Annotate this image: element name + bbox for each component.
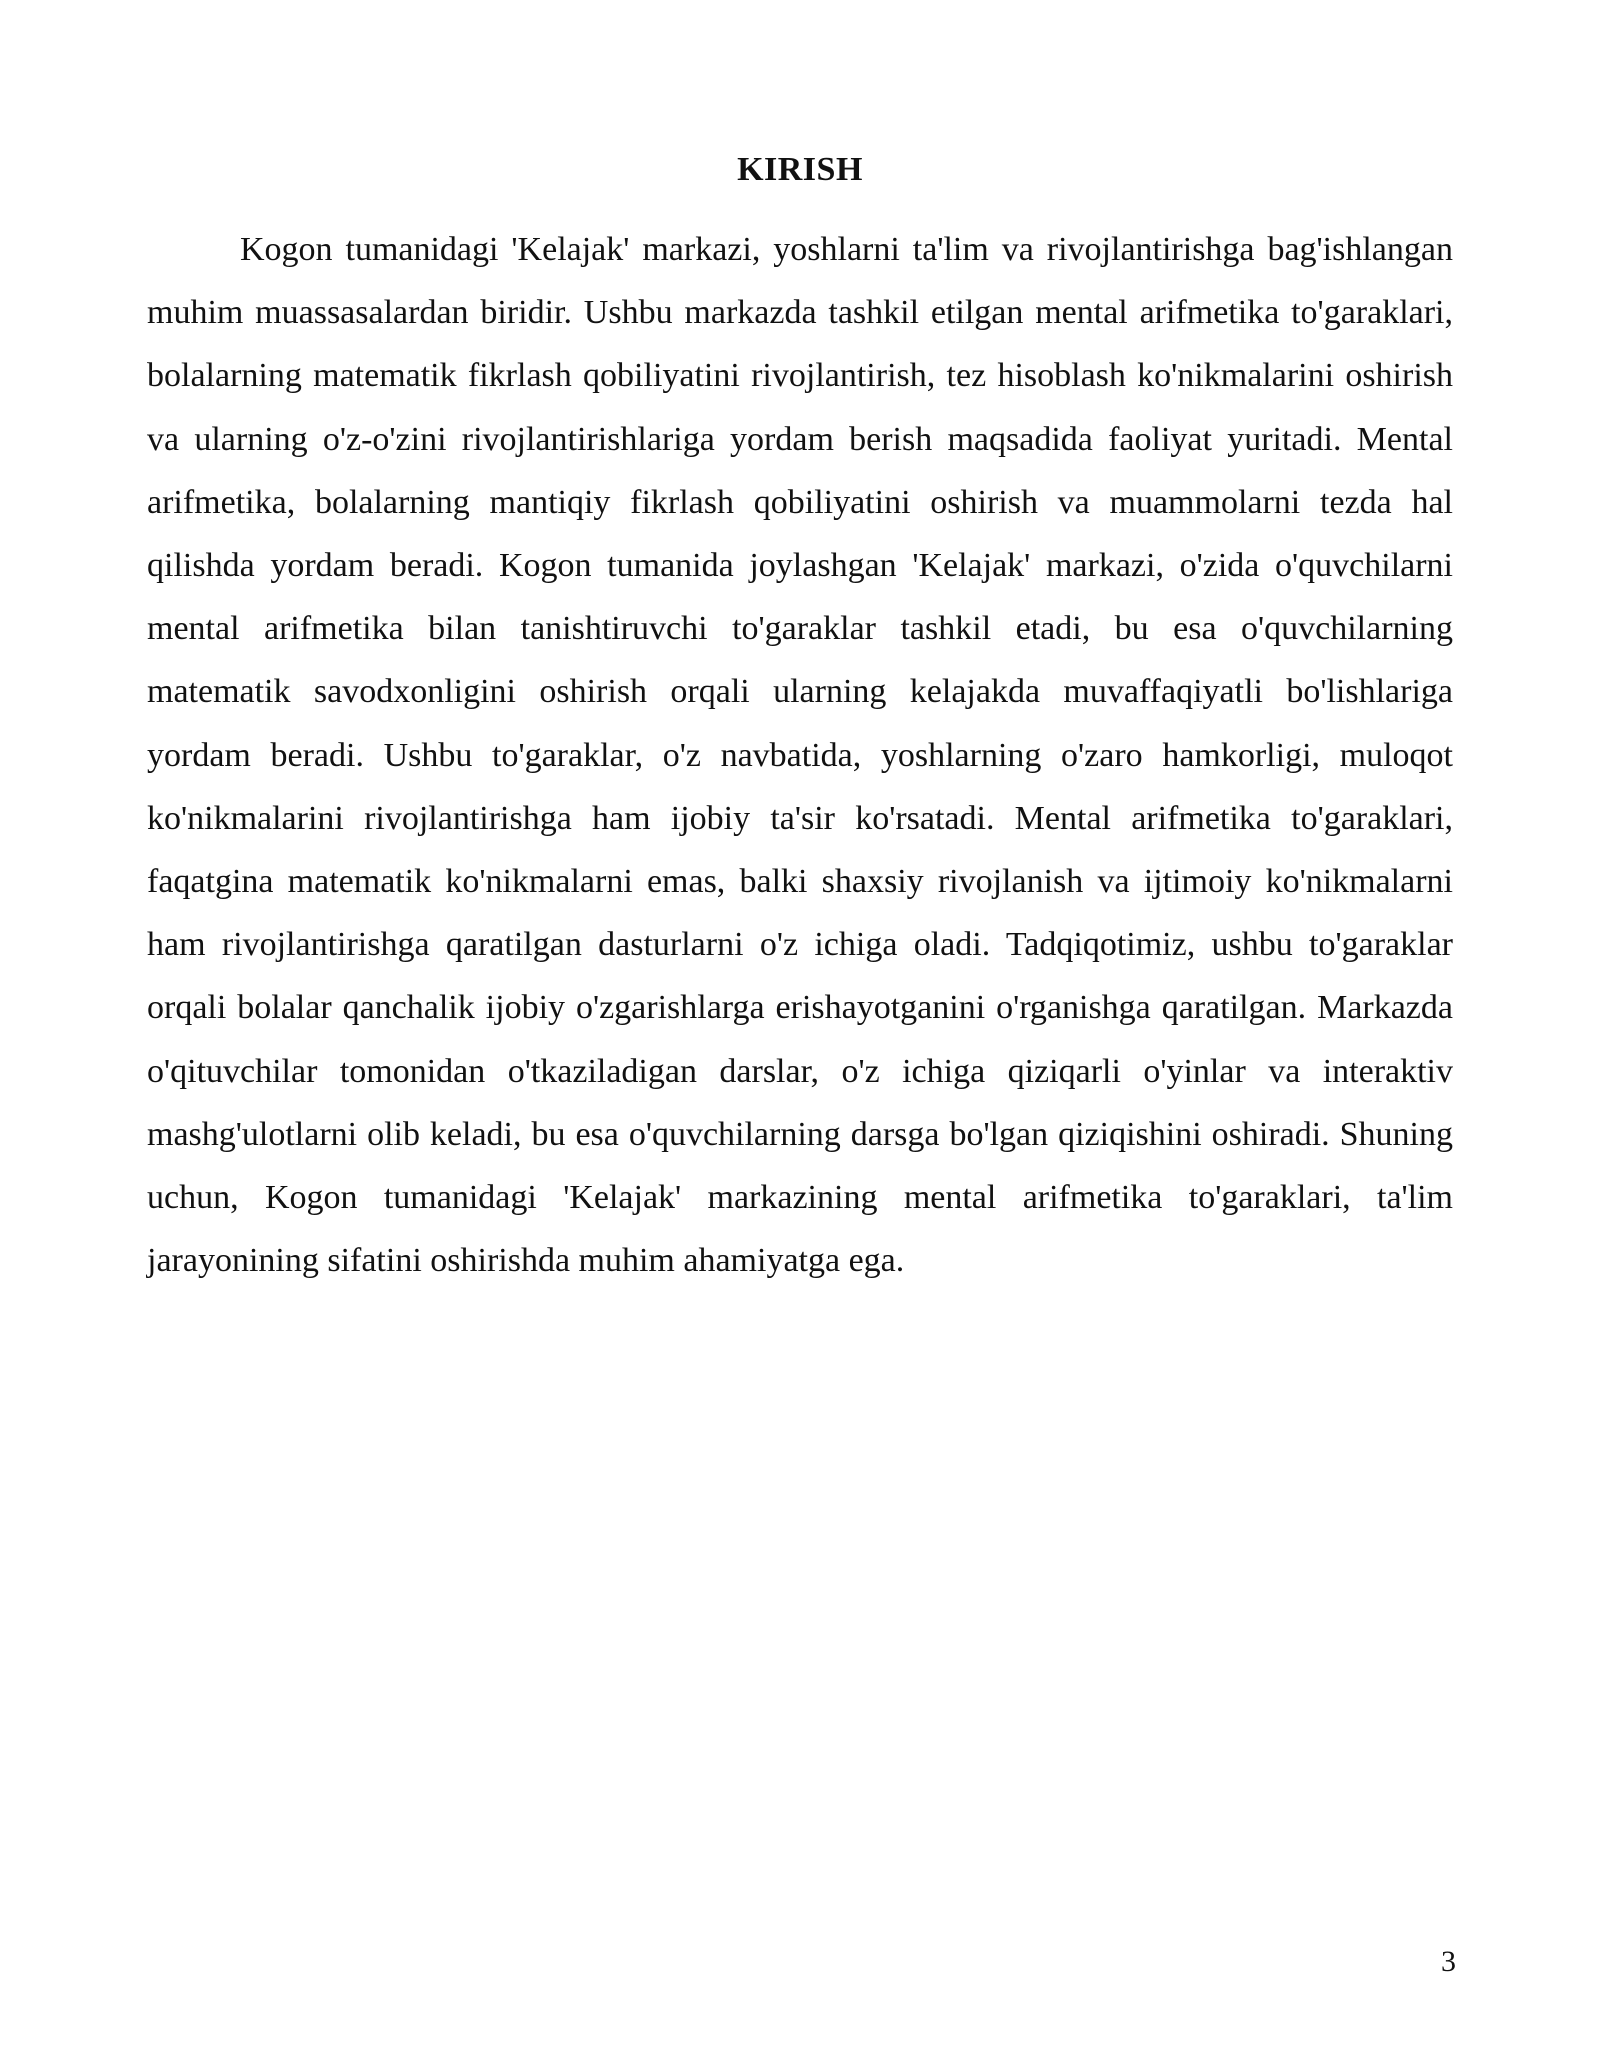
section-title: KIRISH: [737, 151, 863, 188]
body-paragraph: Kogon tumanidagi 'Kelajak' markazi, yoshlarni ta'lim va rivojlantirishga bag'ishlangan muhim muassasalardan biridir. Ushbu markazda tashkil etilgan mental arifmetika to'garaklari, bolalarning matematik fikrlash qobiliyatini rivojlantirish, tez hisoblash ko'nikmalarini oshirish va ularning o'z-o'zini rivojlantirishlariga yordam berish maqsadida faoliyat yuritadi. Mental arifmetika, bolalarning mantiqiy fikrlash qobiliyatini oshirish va muammolarni tezda hal qilishda yordam beradi. Kogon tumanida joylashgan 'Kelajak' markazi, o'zida o'quvchilarni mental arifmetika bilan tanishtiruvchi to'garaklar tashkil etadi, bu esa o'quvchilarning matematik savodxonligini oshirish orqali ularning kelajakda muvaffaqiyatli bo'lishlariga yordam beradi. Ushbu to'garaklar, o'z navbatida, yoshlarning o'zaro hamkorligi, muloqot ko'nikmalarini rivojlantirishga ham ijobiy ta'sir ko'rsatadi. Mental arifmetika to'garaklari, faqatgina matematik ko'nikmalarni emas, balki shaxsiy rivojlanish va ijtimoiy ko'nikmalarni ham rivojlantirishga qaratilgan dasturlarni o'z ichiga oladi. Tadqiqotimiz, ushbu to'garaklar orqali bolalar qanchalik ijobiy o'zgarishlarga erishayotganini o'rganishga qaratilgan. Markazda o'qituvchilar tomonidan o'tkaziladigan darslar, o'z ichiga qiziqarli o'yinlar va interaktiv mashg'ulotlarni olib keladi, bu esa o'quvchilarning darsga bo'lgan qiziqishini oshiradi. Shuning uchun, Kogon tumanidagi 'Kelajak' markazining mental arifmetika to'garaklari, ta'lim jarayonining sifatini oshirishda muhim ahamiyatga ega.: [147, 231, 1453, 1280]
page-number: 3: [1441, 1945, 1456, 1978]
